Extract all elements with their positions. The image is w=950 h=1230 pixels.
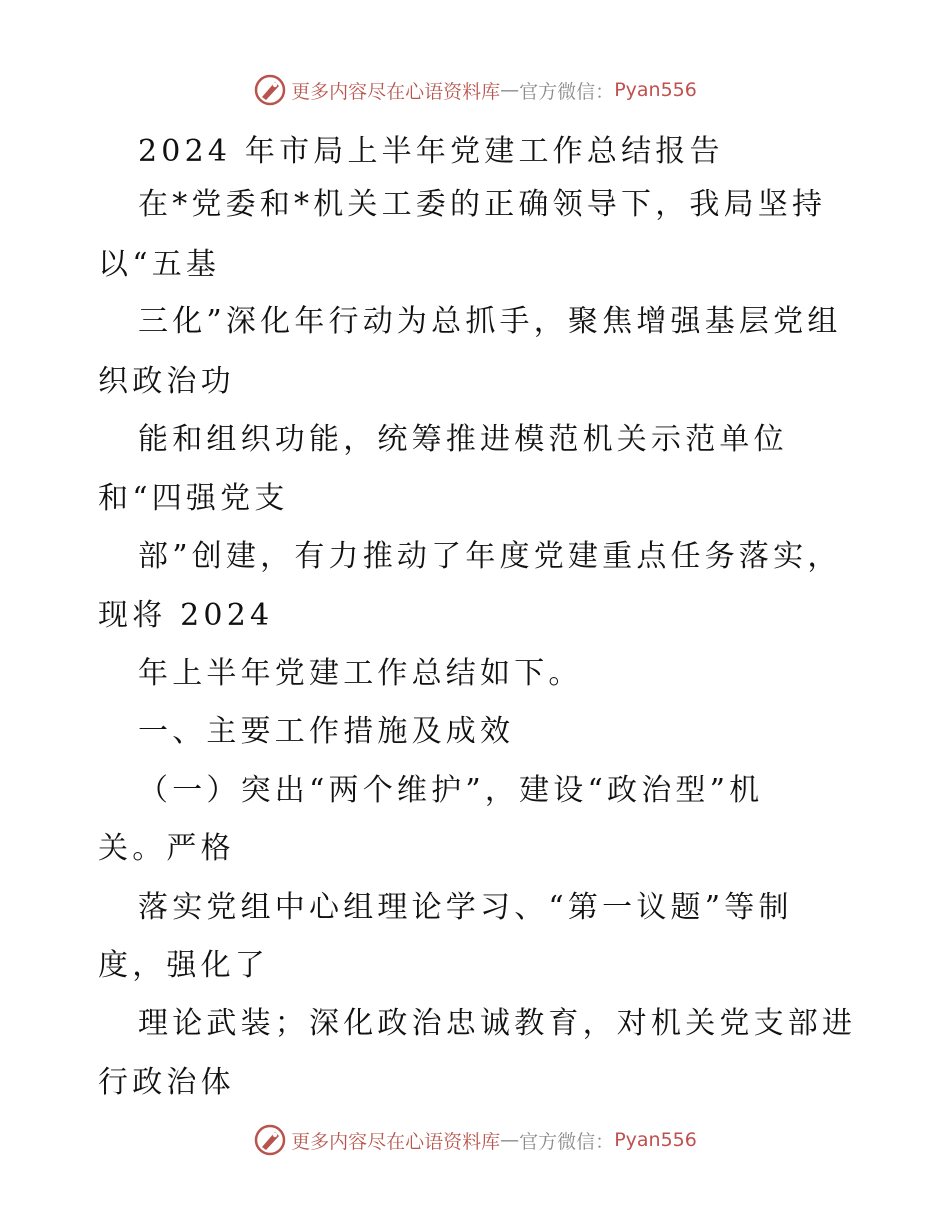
text-line: 行政治体 <box>98 1065 235 1100</box>
text-line: 部”创建，有力推动了年度党建重点任务落实， <box>138 539 842 574</box>
watermark-contact-id: Pyan556 <box>614 79 697 101</box>
text-line: 能和组织功能，统筹推进模范机关示范单位 <box>138 422 788 457</box>
document-title: 2024 年市局上半年党建工作总结报告 <box>138 134 724 169</box>
watermark-separator: — <box>500 79 520 101</box>
text-line: 以“五基 <box>98 247 221 282</box>
header-watermark <box>0 68 950 112</box>
text-line: 年上半年党建工作总结如下。 <box>138 656 583 691</box>
subsection-heading: （一）突出“两个维护”，建设“政治型”机 <box>138 773 764 808</box>
watermark-contact-label: 官方微信： <box>519 80 615 103</box>
text-line: 关。严格 <box>98 831 235 866</box>
text-line: 理论武装；深化政治忠诚教育，对机关党支部进 <box>138 1006 857 1041</box>
text-line: 和“四强党支 <box>98 481 289 516</box>
text-line: 三化”深化年行动为总抓手，聚焦增强基层党组 <box>138 304 842 339</box>
text-line: 度，强化了 <box>98 948 269 983</box>
watermark-contact-label: 官方微信： <box>519 1130 615 1153</box>
text-line: 织政治功 <box>98 364 235 399</box>
watermark-main-text: 更多内容尽在心语资料库 <box>291 80 501 103</box>
pen-nib-circle-icon <box>253 73 287 107</box>
pen-nib-circle-icon <box>253 1123 287 1157</box>
watermark-separator: — <box>500 1129 520 1151</box>
watermark-contact-id: Pyan556 <box>614 1129 697 1151</box>
text-line: 现将 2024 <box>98 598 274 633</box>
text-line: 落实党组中心组理论学习、“第一议题”等制 <box>138 890 793 925</box>
text-line: 在*党委和*机关工委的正确领导下，我局坚持 <box>138 187 827 222</box>
footer-watermark <box>0 1118 950 1162</box>
watermark-main-text: 更多内容尽在心语资料库 <box>291 1130 501 1153</box>
section-heading: 一、主要工作措施及成效 <box>138 714 515 749</box>
